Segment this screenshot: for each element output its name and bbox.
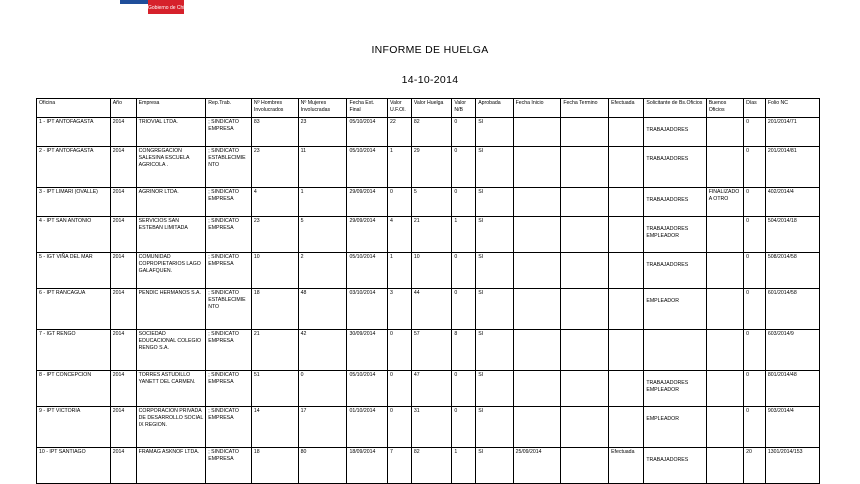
solicitante-entry: EMPLEADOR bbox=[646, 387, 679, 393]
cell-anio: 2014 bbox=[110, 253, 136, 289]
cell-termino bbox=[561, 253, 609, 289]
cell-anio: 2014 bbox=[110, 371, 136, 407]
cell-empresa: AGRINOR LTDA. bbox=[136, 188, 206, 217]
cell-valor-huelga: 31 bbox=[411, 407, 452, 448]
column-header: Valor Huelga bbox=[411, 99, 452, 118]
cell-valor-nb: 0 bbox=[452, 188, 476, 217]
cell-rep: ; SINDICATO EMPRESA bbox=[206, 448, 252, 484]
cell-hombres: 23 bbox=[251, 147, 298, 188]
cell-fecha-ext: 29/09/2014 bbox=[347, 217, 388, 253]
cell-solicitante bbox=[644, 448, 706, 484]
table-row bbox=[37, 407, 820, 448]
cell-valor-uf: 3 bbox=[387, 289, 411, 330]
column-header: Nº Hombres Involucrados bbox=[251, 99, 298, 118]
cell-termino bbox=[561, 330, 609, 371]
cell-solicitante bbox=[644, 217, 706, 253]
cell-dias: 20 bbox=[744, 448, 766, 484]
cell-folio: 201/2014/71 bbox=[765, 118, 819, 147]
cell-valor-huelga: 44 bbox=[411, 289, 452, 330]
cell-oficina: 6 - IPT RANCAGUA bbox=[37, 289, 111, 330]
cell-anio: 2014 bbox=[110, 147, 136, 188]
cell-efectuada bbox=[609, 147, 644, 188]
cell-dias: 0 bbox=[744, 371, 766, 407]
solicitante-entry: TRABAJADORES bbox=[646, 127, 689, 133]
cell-aprobada: SI bbox=[476, 448, 513, 484]
cell-mujeres: 23 bbox=[298, 118, 347, 147]
cell-efectuada: Efectuada bbox=[609, 448, 644, 484]
column-header: Rep.Trab. bbox=[206, 99, 252, 118]
table-row bbox=[37, 448, 820, 484]
table-row bbox=[37, 147, 820, 188]
solicitante-entry: TRABAJADORES bbox=[646, 262, 689, 268]
table-row bbox=[37, 289, 820, 330]
cell-termino bbox=[561, 118, 609, 147]
cell-valor-huelga: 5 bbox=[411, 188, 452, 217]
cell-anio: 2014 bbox=[110, 407, 136, 448]
cell-hombres: 10 bbox=[251, 253, 298, 289]
solicitante-entry: TRABAJADORES bbox=[646, 380, 689, 386]
cell-termino bbox=[561, 371, 609, 407]
cell-hombres: 14 bbox=[251, 407, 298, 448]
cell-mujeres: 42 bbox=[298, 330, 347, 371]
cell-efectuada bbox=[609, 289, 644, 330]
cell-efectuada bbox=[609, 188, 644, 217]
cell-termino bbox=[561, 289, 609, 330]
cell-folio: 402/2014/4 bbox=[765, 188, 819, 217]
solicitante-entry: TRABAJADORES bbox=[646, 156, 689, 162]
cell-valor-uf: 22 bbox=[387, 118, 411, 147]
cell-oficina: 4 - IPT SAN ANTONIO bbox=[37, 217, 111, 253]
cell-hombres: 23 bbox=[251, 217, 298, 253]
cell-valor-nb: 0 bbox=[452, 147, 476, 188]
column-header: Valor N/B bbox=[452, 99, 476, 118]
cell-fecha-ext: 01/10/2014 bbox=[347, 407, 388, 448]
cell-mujeres: 17 bbox=[298, 407, 347, 448]
column-header: Empresa bbox=[136, 99, 206, 118]
cell-rep: ; SINDICATO EMPRESA bbox=[206, 217, 252, 253]
cell-fecha-ext: 05/10/2014 bbox=[347, 147, 388, 188]
cell-folio: 603/2014/9 bbox=[765, 330, 819, 371]
column-header: Días bbox=[744, 99, 766, 118]
cell-rep: ; SINDICATO EMPRESA bbox=[206, 253, 252, 289]
table-row bbox=[37, 330, 820, 371]
cell-efectuada bbox=[609, 118, 644, 147]
column-header: Efectuada bbox=[609, 99, 644, 118]
cell-buenos-oficios bbox=[706, 371, 743, 407]
cell-termino bbox=[561, 147, 609, 188]
cell-dias: 0 bbox=[744, 217, 766, 253]
cell-valor-huelga: 47 bbox=[411, 371, 452, 407]
cell-rep: ; SINDICATO EMPRESA bbox=[206, 407, 252, 448]
cell-inicio bbox=[513, 330, 561, 371]
cell-oficina: 9 - IPT VICTORIA bbox=[37, 407, 111, 448]
cell-rep: ; SINDICATO ESTABLECIMIENTO bbox=[206, 147, 252, 188]
cell-dias: 0 bbox=[744, 253, 766, 289]
cell-termino bbox=[561, 448, 609, 484]
cell-oficina: 7 - IGT RENGO bbox=[37, 330, 111, 371]
cell-valor-nb: 0 bbox=[452, 289, 476, 330]
cell-folio: 508/2014/58 bbox=[765, 253, 819, 289]
column-header: Fecha Ext. Final bbox=[347, 99, 388, 118]
cell-valor-huelga: 10 bbox=[411, 253, 452, 289]
cell-aprobada: SI bbox=[476, 330, 513, 371]
cell-fecha-ext: 18/09/2014 bbox=[347, 448, 388, 484]
cell-valor-nb: 0 bbox=[452, 118, 476, 147]
cell-termino bbox=[561, 188, 609, 217]
cell-inicio bbox=[513, 407, 561, 448]
cell-aprobada: SI bbox=[476, 147, 513, 188]
cell-solicitante bbox=[644, 371, 706, 407]
table-row bbox=[37, 188, 820, 217]
cell-aprobada: SI bbox=[476, 217, 513, 253]
table-row bbox=[37, 217, 820, 253]
column-header: Buenos Oficios bbox=[706, 99, 743, 118]
solicitante-entry: EMPLEADOR bbox=[646, 298, 679, 304]
cell-valor-huelga: 82 bbox=[411, 118, 452, 147]
cell-hombres: 51 bbox=[251, 371, 298, 407]
cell-solicitante bbox=[644, 289, 706, 330]
cell-empresa: PENDIC HERMANOS S.A. bbox=[136, 289, 206, 330]
solicitante-entry: TRABAJADORES bbox=[646, 457, 689, 463]
report-date: 14-10-2014 bbox=[401, 74, 459, 86]
cell-solicitante bbox=[644, 407, 706, 448]
cell-fecha-ext: 03/10/2014 bbox=[347, 289, 388, 330]
cell-mujeres: 0 bbox=[298, 371, 347, 407]
cell-dias: 0 bbox=[744, 407, 766, 448]
cell-folio: 903/2014/4 bbox=[765, 407, 819, 448]
cell-mujeres: 48 bbox=[298, 289, 347, 330]
cell-hombres: 18 bbox=[251, 448, 298, 484]
solicitante-entry: TRABAJADORES bbox=[646, 226, 689, 232]
cell-fecha-ext: 05/10/2014 bbox=[347, 118, 388, 147]
cell-empresa: SOCIEDAD EDUCACIONAL COLEGIO RENGO S.A. bbox=[136, 330, 206, 371]
cell-folio: 601/2014/58 bbox=[765, 289, 819, 330]
cell-buenos-oficios bbox=[706, 147, 743, 188]
cell-empresa: COMUNIDAD COPROPIETARIOS LAGO GALAFQUEN. bbox=[136, 253, 206, 289]
cell-aprobada: SI bbox=[476, 289, 513, 330]
cell-hombres: 4 bbox=[251, 188, 298, 217]
cell-empresa: CORPORACION PRIVADA DE DESARROLLO SOCIAL IX REGION. bbox=[136, 407, 206, 448]
cell-empresa: FRAMAG ASKNOF LTDA. bbox=[136, 448, 206, 484]
cell-oficina: 10 - IPT SANTIAGO bbox=[37, 448, 111, 484]
column-header: Folio NC bbox=[765, 99, 819, 118]
cell-valor-huelga: 29 bbox=[411, 147, 452, 188]
cell-valor-nb: 0 bbox=[452, 407, 476, 448]
cell-aprobada: SI bbox=[476, 407, 513, 448]
cell-anio: 2014 bbox=[110, 217, 136, 253]
cell-dias: 0 bbox=[744, 118, 766, 147]
cell-valor-uf: 0 bbox=[387, 407, 411, 448]
cell-valor-nb: 1 bbox=[452, 217, 476, 253]
strike-report-table bbox=[36, 98, 820, 484]
cell-valor-uf: 4 bbox=[387, 217, 411, 253]
cell-termino bbox=[561, 217, 609, 253]
cell-fecha-ext: 30/09/2014 bbox=[347, 330, 388, 371]
cell-valor-nb: 0 bbox=[452, 253, 476, 289]
cell-efectuada bbox=[609, 371, 644, 407]
solicitante-entry: EMPLEADOR bbox=[646, 416, 679, 422]
cell-efectuada bbox=[609, 330, 644, 371]
cell-dias: 0 bbox=[744, 147, 766, 188]
table-row bbox=[37, 253, 820, 289]
table-header-row bbox=[37, 99, 820, 118]
cell-buenos-oficios: FINALIZADO A OTRO bbox=[706, 188, 743, 217]
cell-mujeres: 5 bbox=[298, 217, 347, 253]
cell-hombres: 83 bbox=[251, 118, 298, 147]
cell-empresa: CONGREGACION SALESINA ESCUELA AGRICOLA . bbox=[136, 147, 206, 188]
cell-dias: 0 bbox=[744, 330, 766, 371]
column-header: Aprobada bbox=[476, 99, 513, 118]
cell-dias: 0 bbox=[744, 188, 766, 217]
cell-valor-uf: 0 bbox=[387, 330, 411, 371]
cell-mujeres: 11 bbox=[298, 147, 347, 188]
cell-aprobada: SI bbox=[476, 371, 513, 407]
column-header: Valor U.F.Ol. bbox=[387, 99, 411, 118]
cell-valor-nb: 1 bbox=[452, 448, 476, 484]
cell-hombres: 18 bbox=[251, 289, 298, 330]
cell-folio: 201/2014/81 bbox=[765, 147, 819, 188]
cell-valor-uf: 0 bbox=[387, 188, 411, 217]
cell-solicitante bbox=[644, 118, 706, 147]
cell-inicio bbox=[513, 118, 561, 147]
cell-anio: 2014 bbox=[110, 448, 136, 484]
cell-valor-huelga: 21 bbox=[411, 217, 452, 253]
cell-rep: ; SINDICATO EMPRESA bbox=[206, 188, 252, 217]
column-header: Nº Mujeres Involucradas bbox=[298, 99, 347, 118]
cell-inicio: 25/09/2014 bbox=[513, 448, 561, 484]
cell-valor-uf: 7 bbox=[387, 448, 411, 484]
cell-folio: 504/2014/18 bbox=[765, 217, 819, 253]
cell-solicitante bbox=[644, 253, 706, 289]
logo-text: Gobierno de Chile bbox=[148, 3, 184, 14]
cell-valor-uf: 1 bbox=[387, 147, 411, 188]
cell-aprobada: SI bbox=[476, 253, 513, 289]
cell-aprobada: SI bbox=[476, 188, 513, 217]
cell-efectuada bbox=[609, 217, 644, 253]
cell-oficina: 5 - IGT VIÑA DEL MAR bbox=[37, 253, 111, 289]
cell-buenos-oficios bbox=[706, 217, 743, 253]
cell-empresa: TORRES ASTUDILLO YANETT DEL CARMEN. bbox=[136, 371, 206, 407]
cell-empresa: SERVICIOS SAN ESTEBAN LIMITADA bbox=[136, 217, 206, 253]
cell-valor-uf: 0 bbox=[387, 371, 411, 407]
cell-inicio bbox=[513, 147, 561, 188]
gobierno-logo bbox=[120, 0, 189, 14]
cell-anio: 2014 bbox=[110, 330, 136, 371]
cell-oficina: 3 - IPT LIMARI (OVALLE) bbox=[37, 188, 111, 217]
cell-valor-huelga: 82 bbox=[411, 448, 452, 484]
cell-mujeres: 80 bbox=[298, 448, 347, 484]
cell-anio: 2014 bbox=[110, 188, 136, 217]
cell-valor-nb: 8 bbox=[452, 330, 476, 371]
column-header: Solicitante de Bs.Oficios bbox=[644, 99, 706, 118]
cell-inicio bbox=[513, 371, 561, 407]
cell-buenos-oficios bbox=[706, 289, 743, 330]
cell-anio: 2014 bbox=[110, 118, 136, 147]
cell-buenos-oficios bbox=[706, 253, 743, 289]
column-header: Fecha Inicio bbox=[513, 99, 561, 118]
cell-fecha-ext: 29/09/2014 bbox=[347, 188, 388, 217]
cell-rep: ; SINDICATO ESTABLECIMIENTO bbox=[206, 289, 252, 330]
cell-oficina: 8 - IPT CONCEPCION bbox=[37, 371, 111, 407]
cell-dias: 0 bbox=[744, 289, 766, 330]
cell-inicio bbox=[513, 217, 561, 253]
cell-termino bbox=[561, 407, 609, 448]
cell-solicitante bbox=[644, 330, 706, 371]
cell-folio: 801/2014/48 bbox=[765, 371, 819, 407]
column-header: Año bbox=[110, 99, 136, 118]
cell-rep: ; SINDICATO EMPRESA bbox=[206, 118, 252, 147]
cell-inicio bbox=[513, 253, 561, 289]
cell-mujeres: 1 bbox=[298, 188, 347, 217]
cell-buenos-oficios bbox=[706, 407, 743, 448]
cell-anio: 2014 bbox=[110, 289, 136, 330]
cell-inicio bbox=[513, 289, 561, 330]
cell-solicitante bbox=[644, 147, 706, 188]
cell-mujeres: 2 bbox=[298, 253, 347, 289]
report-title: INFORME DE HUELGA bbox=[371, 44, 489, 56]
cell-empresa: TRIOVIAL LTDA. bbox=[136, 118, 206, 147]
cell-solicitante bbox=[644, 188, 706, 217]
cell-fecha-ext: 05/10/2014 bbox=[347, 371, 388, 407]
cell-valor-huelga: 57 bbox=[411, 330, 452, 371]
column-header: Fecha Termino bbox=[561, 99, 609, 118]
cell-fecha-ext: 05/10/2014 bbox=[347, 253, 388, 289]
cell-folio: 1301/2014/153 bbox=[765, 448, 819, 484]
cell-aprobada: SI bbox=[476, 118, 513, 147]
cell-oficina: 2 - IPT ANTOFAGASTA bbox=[37, 147, 111, 188]
cell-rep: ; SINDICATO EMPRESA bbox=[206, 371, 252, 407]
cell-buenos-oficios bbox=[706, 448, 743, 484]
cell-valor-uf: 1 bbox=[387, 253, 411, 289]
solicitante-entry: EMPLEADOR bbox=[646, 233, 679, 239]
cell-rep: ; SINDICATO EMPRESA bbox=[206, 330, 252, 371]
cell-valor-nb: 0 bbox=[452, 371, 476, 407]
cell-oficina: 1 - IPT ANTOFAGASTA bbox=[37, 118, 111, 147]
table-row bbox=[37, 118, 820, 147]
cell-efectuada bbox=[609, 407, 644, 448]
column-header: Oficina bbox=[37, 99, 111, 118]
table-row bbox=[37, 371, 820, 407]
cell-buenos-oficios bbox=[706, 330, 743, 371]
cell-buenos-oficios bbox=[706, 118, 743, 147]
cell-efectuada bbox=[609, 253, 644, 289]
cell-hombres: 21 bbox=[251, 330, 298, 371]
solicitante-entry: TRABAJADORES bbox=[646, 197, 689, 203]
cell-inicio bbox=[513, 188, 561, 217]
